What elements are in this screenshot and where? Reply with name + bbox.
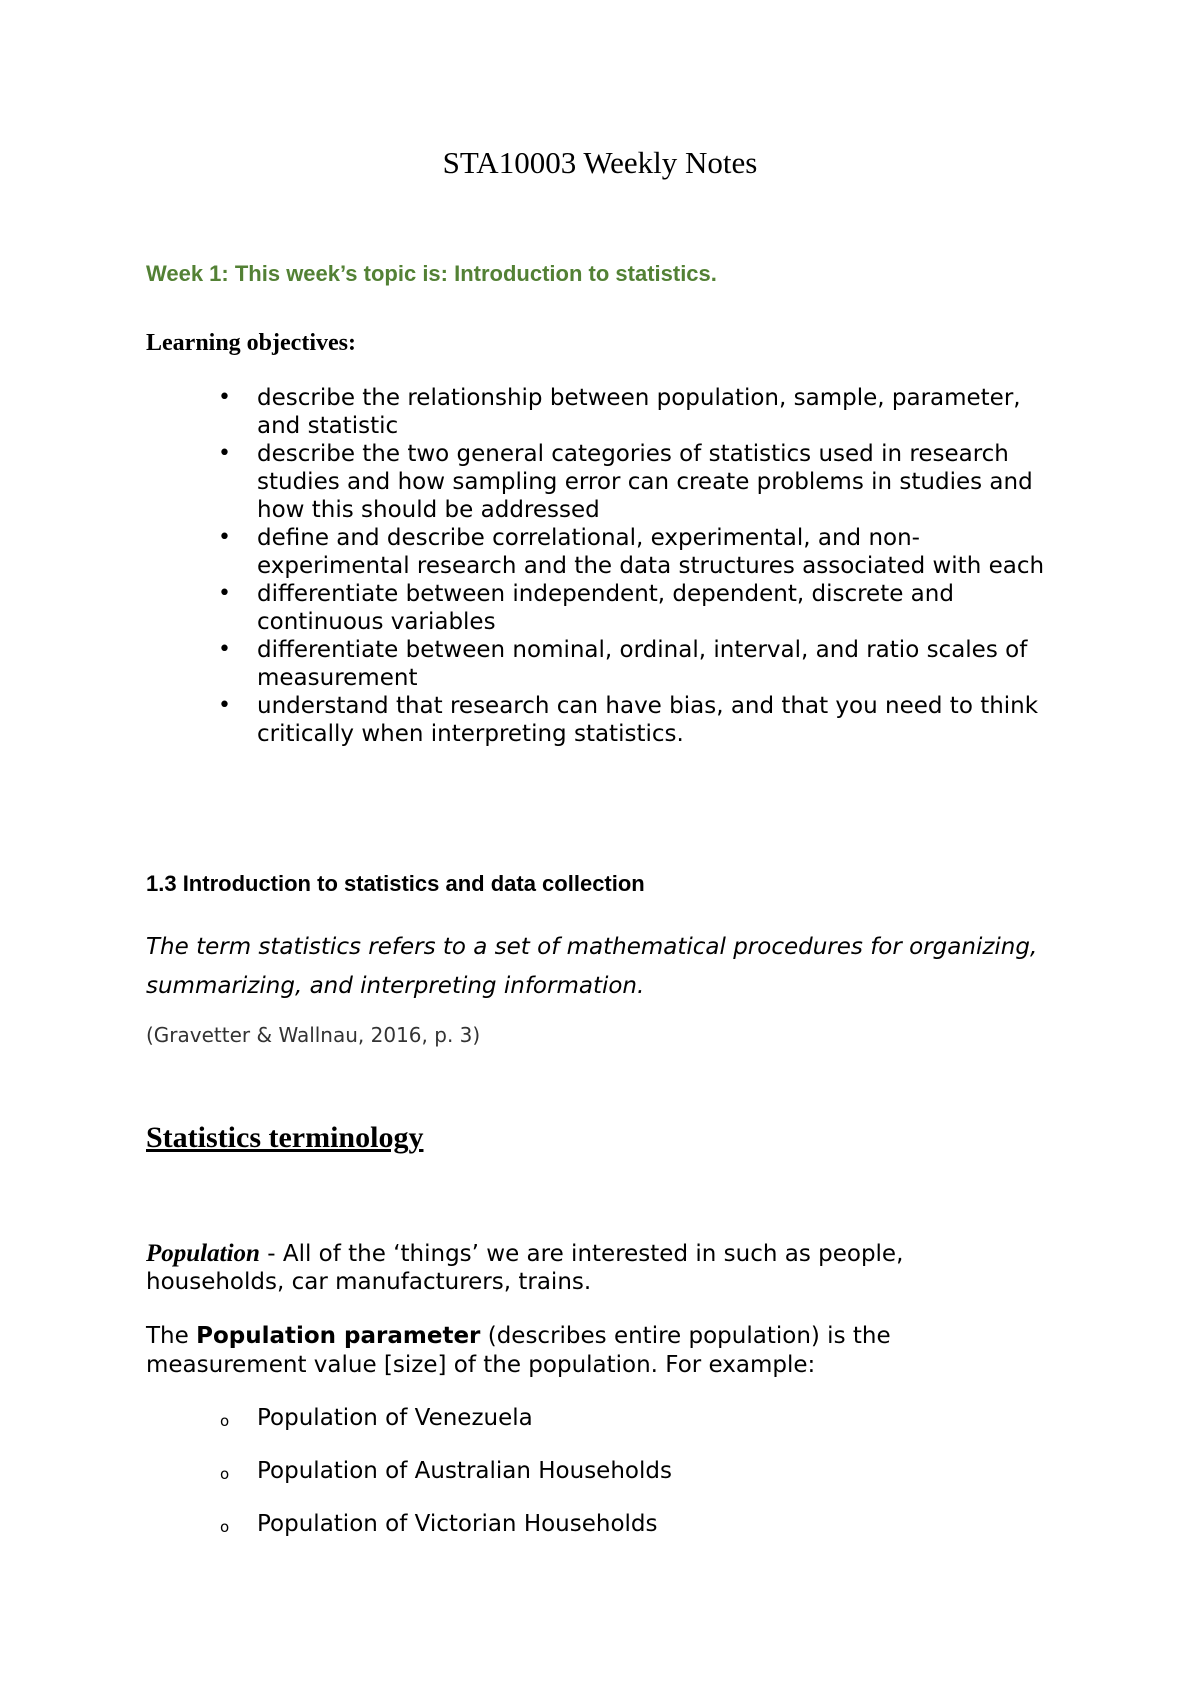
population-term: Population [146,1240,260,1267]
bullet-icon: • [218,441,231,466]
circle-bullet-icon: o [220,1412,230,1430]
list-item [218,384,1068,440]
population-parameter-definition [146,1322,1046,1380]
list-item [218,636,1068,692]
list-item [218,692,1068,748]
list-item [218,524,1068,580]
list-item [218,1457,1068,1485]
list-item-text: define and describe correlational, experimental, and non-experimental research and the data structures associated with each [257,525,1045,579]
list-item-text: describe the relationship between population, sample, parameter, and statistic [257,385,1021,439]
population-examples-list [218,1404,1068,1563]
week-heading: Week 1: This week’s topic is: Introduction to statistics. [146,261,717,286]
population-definition [146,1240,1046,1296]
learning-objectives-heading: Learning objectives: [146,330,356,356]
list-item [218,1404,1068,1432]
learning-objectives-list [218,384,1068,748]
parameter-prefix: The [146,1323,197,1349]
list-item [218,580,1068,636]
list-item-text: describe the two general categories of statistics used in research studies and how sampling error can create problems in studies and how this should be addressed [257,441,1033,523]
section-heading: 1.3 Introduction to statistics and data collection [146,871,645,896]
bullet-icon: • [218,581,231,606]
list-item-text: understand that research can have bias, and that you need to think critically when interpreting statistics. [257,693,1039,747]
list-item-text: Population of Venezuela [257,1405,533,1431]
list-item-text: Population of Australian Households [257,1458,672,1484]
terminology-heading: Statistics terminology [146,1121,424,1154]
bullet-icon: • [218,637,231,662]
bullet-icon: • [218,525,231,550]
list-item-text: differentiate between independent, dependent, discrete and continuous variables [257,581,954,635]
population-text: - All of the ‘things’ we are interested in such as people, households, car manufacturers, trains. [146,1241,904,1295]
bullet-icon: • [218,385,231,410]
list-item [218,1510,1068,1538]
circle-bullet-icon: o [220,1518,230,1536]
circle-bullet-icon: o [220,1465,230,1483]
parameter-term: Population parameter [196,1323,481,1349]
list-item-text: differentiate between nominal, ordinal, interval, and ratio scales of measurement [257,637,1028,691]
list-item [218,440,1068,524]
document-title: STA10003 Weekly Notes [442,145,758,180]
list-item-text: Population of Victorian Households [257,1511,658,1537]
citation: (Gravetter & Wallnau, 2016, p. 3) [146,1023,481,1047]
bullet-icon: • [218,693,231,718]
statistics-definition: The term statistics refers to a set of mathematical procedures for organizing, summarizing, and interpreting information. [146,934,1038,999]
parameter-text: (describes entire population) is the measurement value [size] of the population. For example: [146,1323,891,1378]
